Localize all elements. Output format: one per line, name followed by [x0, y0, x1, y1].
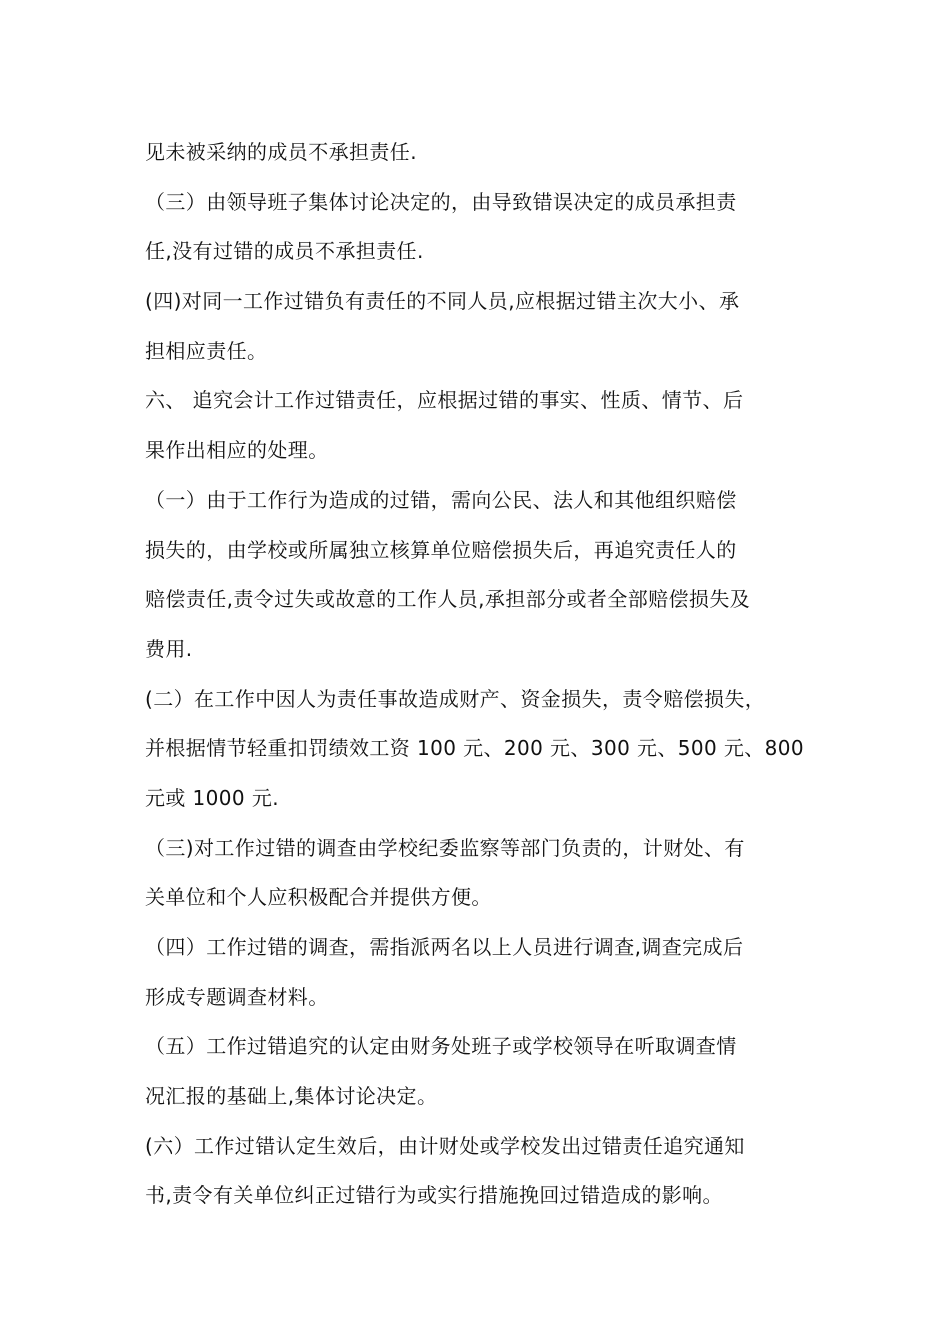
text-line: 任,没有过错的成员不承担责任.	[145, 239, 424, 264]
text-line: 见未被采纳的成员不承担责任.	[145, 140, 417, 164]
section-heading-line: 六、 追究会计工作过错责任，应根据过错的事实、性质、情节、后	[145, 388, 744, 413]
text-line: （四）工作过错的调查，需指派两名以上人员进行调查,调查完成后	[145, 935, 744, 959]
text-line: (四)对同一工作过错负有责任的不同人员,应根据过错主次大小、承	[145, 289, 740, 314]
text-line: 损失的，由学校或所属独立核算单位赔偿损失后，再追究责任人的	[145, 537, 737, 562]
text-line: （一）由于工作行为造成的过错，需向公民、法人和其他组织赔偿	[145, 487, 737, 512]
text-line: 并根据情节轻重扣罚绩效工资 100 元、200 元、300 元、500 元、800	[145, 736, 805, 761]
text-line: (二）在工作中因人为责任事故造成财产、资金损失，责令赔偿损失，	[145, 686, 766, 711]
text-line: （三)对工作过错的调查由学校纪委监察等部门负责的，计财处、有	[145, 835, 745, 860]
text-line: （三）由领导班子集体讨论决定的，由导致错误决定的成员承担责	[145, 189, 737, 214]
text-line: 元或 1000 元.	[145, 785, 279, 810]
text-line: 赔偿责任,责令过失或故意的工作人员,承担部分或者全部赔偿损失及	[145, 587, 751, 612]
document-body	[145, 128, 835, 1221]
text-line: 费用.	[145, 636, 193, 661]
text-line: （五）工作过错追究的认定由财务处班子或学校领导在听取调查情	[145, 1034, 737, 1059]
text-line: 形成专题调查材料。	[145, 984, 329, 1009]
text-line: (六）工作过错认定生效后，由计财处或学校发出过错责任追究通知	[145, 1133, 745, 1158]
text-line: 关单位和个人应积极配合并提供方便。	[145, 885, 492, 910]
text-line: 担相应责任。	[145, 338, 268, 363]
text-line: 书,责令有关单位纠正过错行为或实行措施挽回过错造成的影响。	[145, 1183, 723, 1208]
text-line: 果作出相应的处理。	[145, 438, 329, 463]
text-line: 况汇报的基础上,集体讨论决定。	[145, 1084, 438, 1109]
